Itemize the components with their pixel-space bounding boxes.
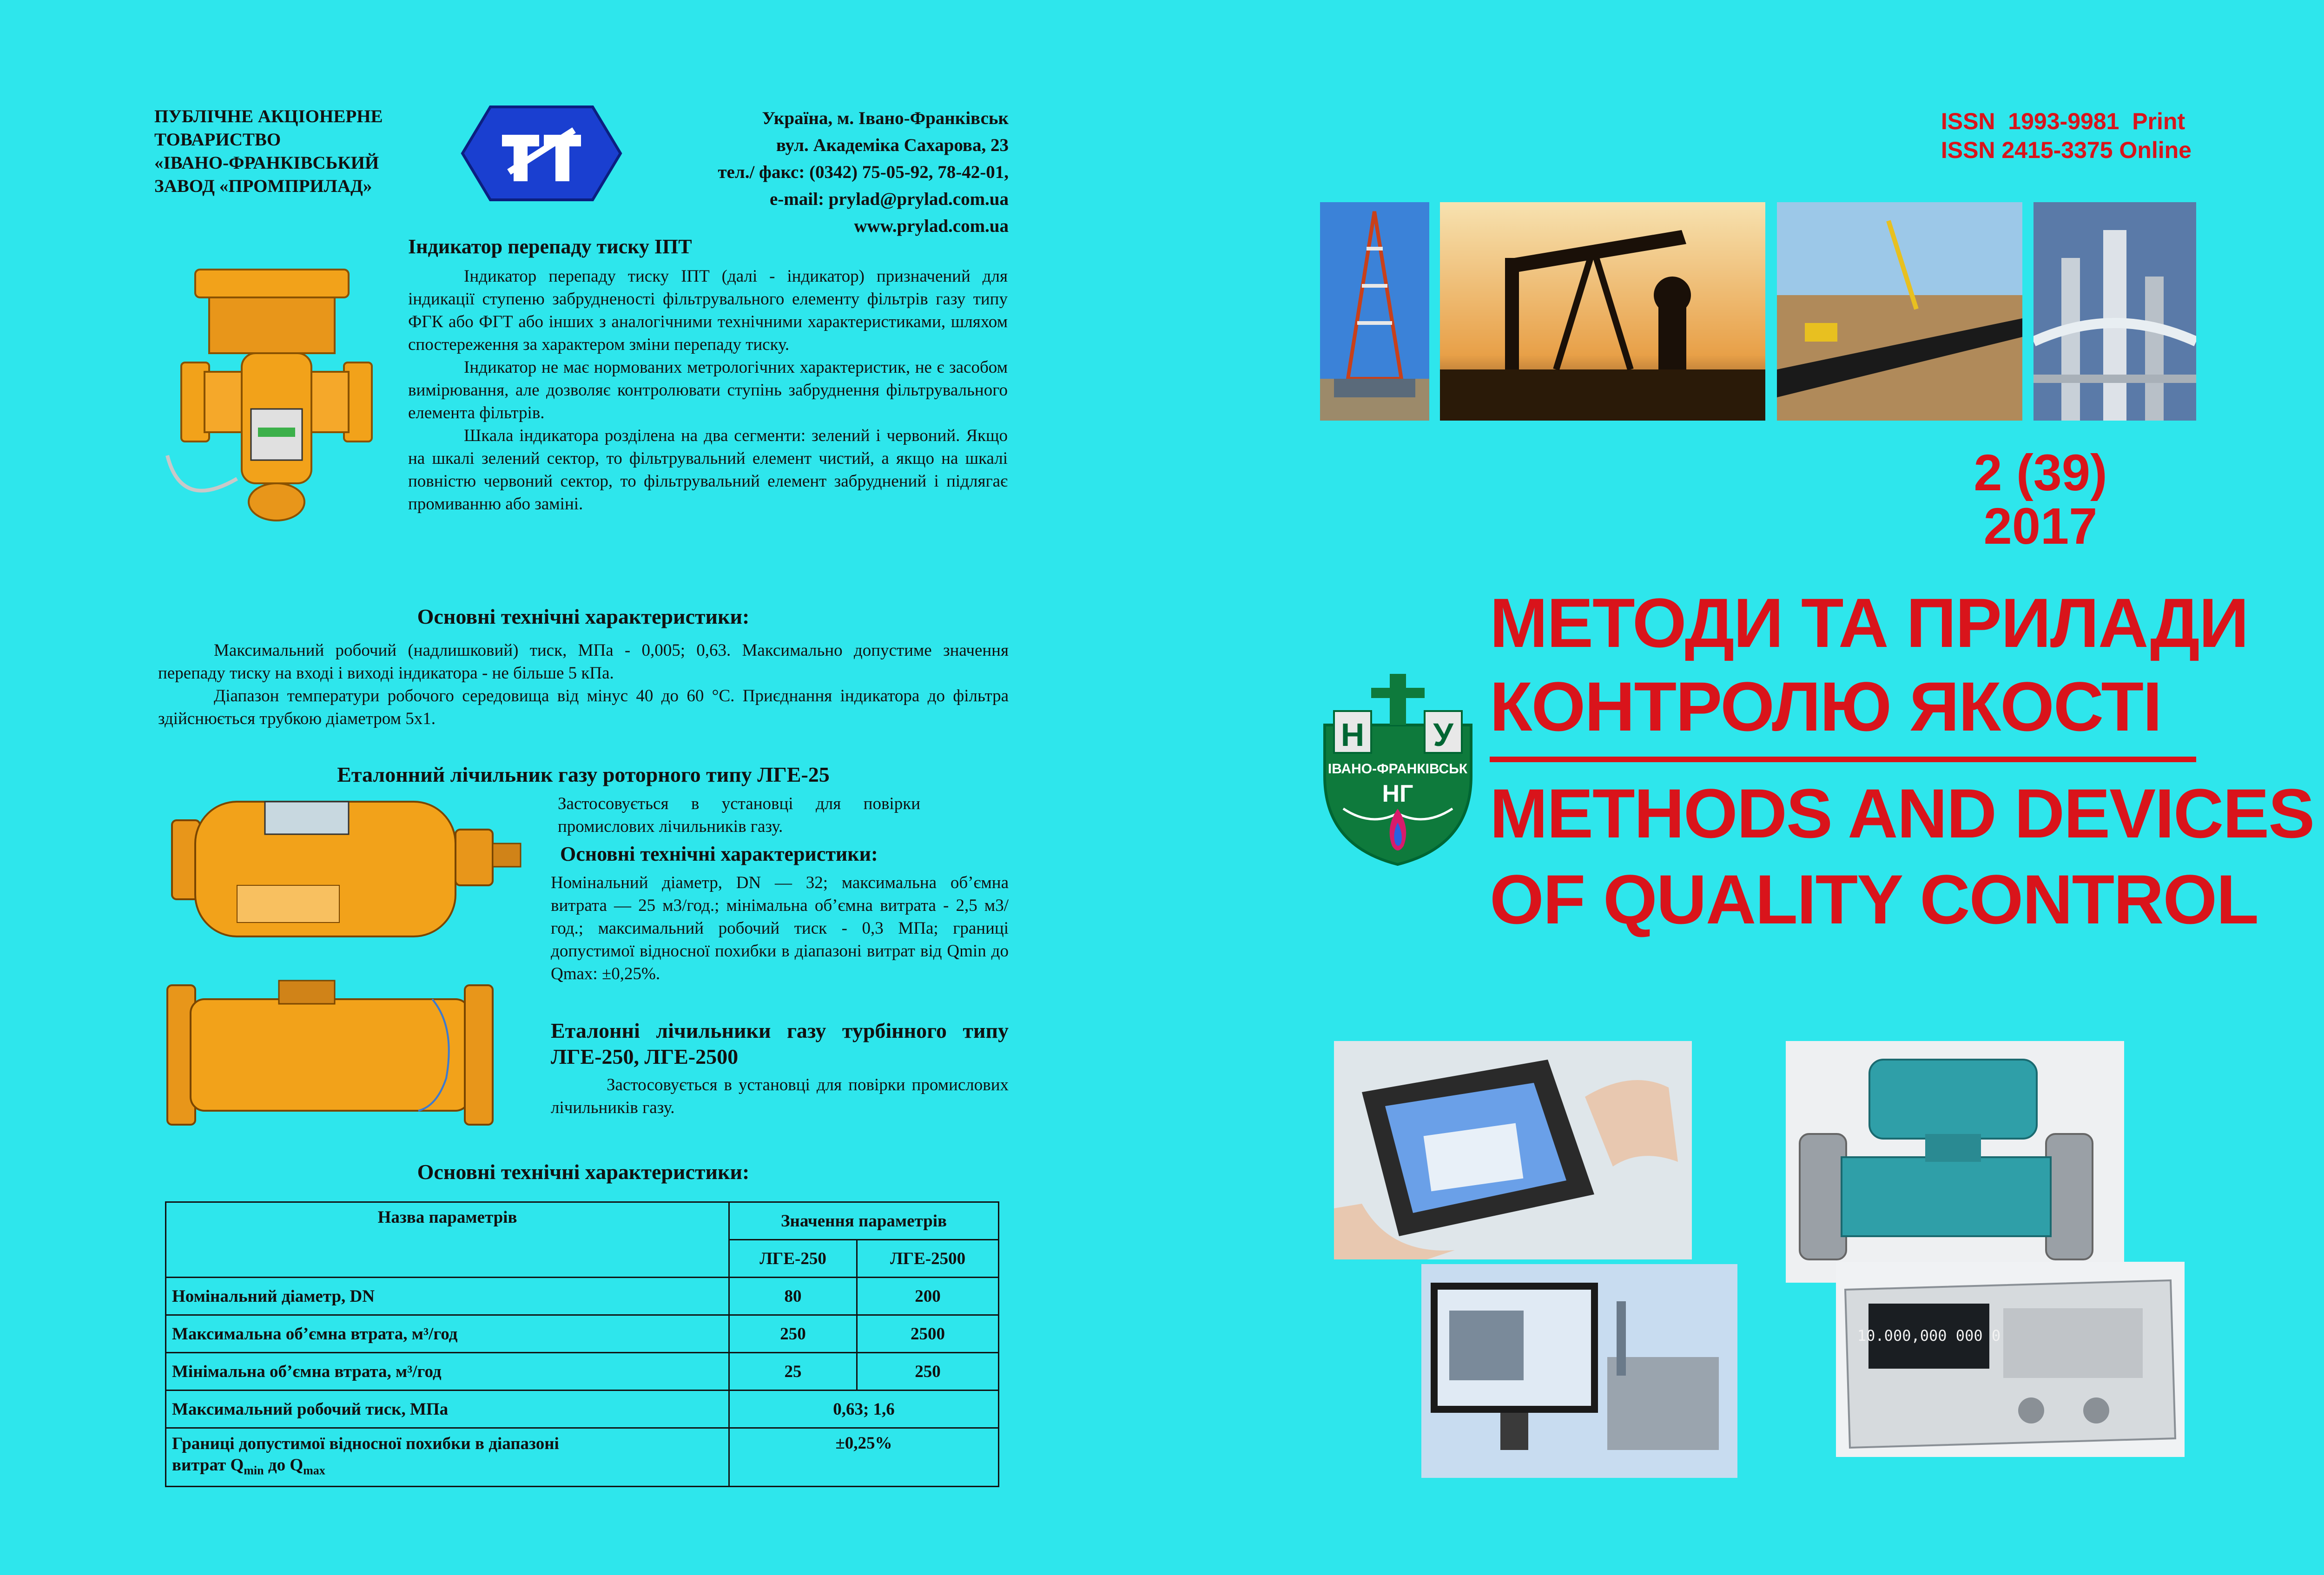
journal-title-en-1: METHODS AND DEVICES (1490, 774, 2314, 852)
lge250-desc: Застосовується в установці для повірки промислових лічильників газу. (551, 1075, 1009, 1117)
table-header-row (166, 1202, 999, 1240)
company-logo (458, 102, 625, 204)
contacts-block: Україна, м. Івано-Франківськ вул. Академіка Сахарова, 23 тел./ факс: (0342) 75-05-92, 78-42-01, e-mail: prylad@prylad.com.ua www.prylad.com.ua (609, 105, 1009, 240)
photo-frequency-counter (1836, 1262, 2185, 1457)
lge25-spec-title: Основні технічні характеристики: (560, 843, 878, 865)
spec-table (165, 1201, 999, 1487)
email-link[interactable]: e-mail: prylad@prylad.com.ua (769, 189, 1009, 209)
lge250-title: Еталонні лічильники газу турбінного типу ЛГЕ-250, ЛГЕ-2500 (551, 1019, 1009, 1068)
lge250-image (158, 971, 530, 1143)
table-header-lge250: ЛГЕ-250 (729, 1240, 857, 1278)
company-name: ПУБЛІЧНЕ АКЦІОНЕРНЕ ТОВАРИСТВО «ІВАНО-ФРАНКІВСЬКИЙ ЗАВОД «ПРОМПРИЛАД» (154, 106, 383, 196)
table-row: Мінімальна об’ємна втрата, м³/год 25 250 (166, 1353, 999, 1390)
issn-online: ISSN 2415-3375 Online (1941, 137, 2192, 163)
lge25-title: Еталонний лічильник газу роторного типу ЛГЕ-25 (337, 763, 830, 786)
emblem-letter-right: У (1433, 717, 1453, 753)
journal-title-ua-2: КОНТРОЛЮ ЯКОСТІ (1490, 667, 2161, 745)
issue-number: 2 (39) (1974, 444, 2107, 501)
indicator-title: Індикатор перепаду тиску ІПТ (408, 235, 692, 258)
table-row: Максимальна об’ємна втрата, м³/год 250 2500 (166, 1315, 999, 1353)
photo-drilling-rig (1320, 202, 1429, 421)
photo-measuring-station (1421, 1264, 1737, 1478)
photo-refinery (2034, 202, 2196, 421)
table-title: Основні технічні характеристики: (417, 1160, 750, 1184)
photo-oil-pump (1440, 202, 1765, 421)
lge25-spec-text: Номінальний діаметр, DN — 32; максимальна об’ємна витрата — 25 м3/год.; мінімальна об’ємна витрата - 2,5 м3/год.; максимальний робочий тиск - 0,3 МПа; границі допустимої відносної похибки в діапазоні витрат від Qmin до Qmax: ±0,25%. (551, 873, 1009, 983)
table-row: Границі допустимої відносної похибки в діапазоні витрат $Q_{min}$ до $Q_{max}$ ±0,25% (166, 1428, 999, 1487)
table-row: Номінальний діаметр, DN 80 200 (166, 1278, 999, 1315)
table-header-lge2500: ЛГЕ-2500 (857, 1240, 999, 1278)
photo-flowmeter (1786, 1041, 2124, 1283)
issn-block (1941, 107, 2192, 165)
journal-title-en-2: OF QUALITY CONTROL (1490, 860, 2258, 938)
table-row: Максимальний робочий тиск, МПа 0,63; 1,6 (166, 1390, 999, 1428)
indicator-device-drawing (153, 260, 404, 586)
emblem-center: НГ (1382, 780, 1413, 807)
website-link[interactable]: www.prylad.com.ua (854, 216, 1009, 236)
table-header-values: Значення параметрів (729, 1202, 999, 1240)
photo-flaw-detector (1334, 1041, 1692, 1259)
indicator-text: Індикатор перепаду тиску ІПТ (далі - індикатор) призначений для індикації ступеню забрудненості фільтрувального елементу фільтрів газу типу ФГК або ФГТ або інших з аналогічними технічними характеристиками, шляхом спостереження за характером зміни перепаду тиску. Індикатор не має нормованих метрологічних характеристик, не є засобом вимірювання, але дозволяє контролювати ступінь забруднення фільтрувального елемента фільтрів. Шкала індикатора розділена на два сегменти: зелений і червоний. Якщо на шкалі зелений сектор, то фільтрувальний елемент чистий, а якщо на шкалі повністю червоний сектор, то фільтрувальний елемент забруднений і підлягає промиванню або заміні. (408, 267, 1008, 514)
issn-print: ISSN 1993-9981 Print (1941, 108, 2185, 134)
table-header-param: Назва параметрів (166, 1202, 729, 1278)
emblem-letter-left: Н (1340, 717, 1365, 753)
title-divider (1490, 757, 2196, 762)
issue-year: 2017 (1983, 498, 2098, 555)
university-emblem (1315, 669, 1480, 869)
indicator-image (153, 260, 404, 586)
journal-title-ua-1: МЕТОДИ ТА ПРИЛАДИ (1490, 584, 2248, 662)
emblem-city: ІВАНО-ФРАНКІВСЬК (1327, 761, 1468, 777)
indicator-spec-text: Максимальний робочий (надлишковий) тиск, МПа - 0,005; 0,63. Максимально допустиме значення перепаду тиску на вході і виході індикатора - не більше 5 кПа. Діапазон температури робочого середовища від мінус 40 до 60 °С. Приєднання індикатора до фільтра здійснюється трубкою діаметром 5х1. (158, 641, 1009, 728)
lge25-image (158, 792, 530, 946)
frequency-display: 10.000,000 000 0 (1857, 1327, 2001, 1344)
indicator-spec-title: Основні технічні характеристики: (417, 605, 750, 628)
lge25-desc: Застосовується в установці для повірки промислових лічильників газу. (558, 794, 920, 836)
photo-pipeline (1777, 202, 2022, 421)
